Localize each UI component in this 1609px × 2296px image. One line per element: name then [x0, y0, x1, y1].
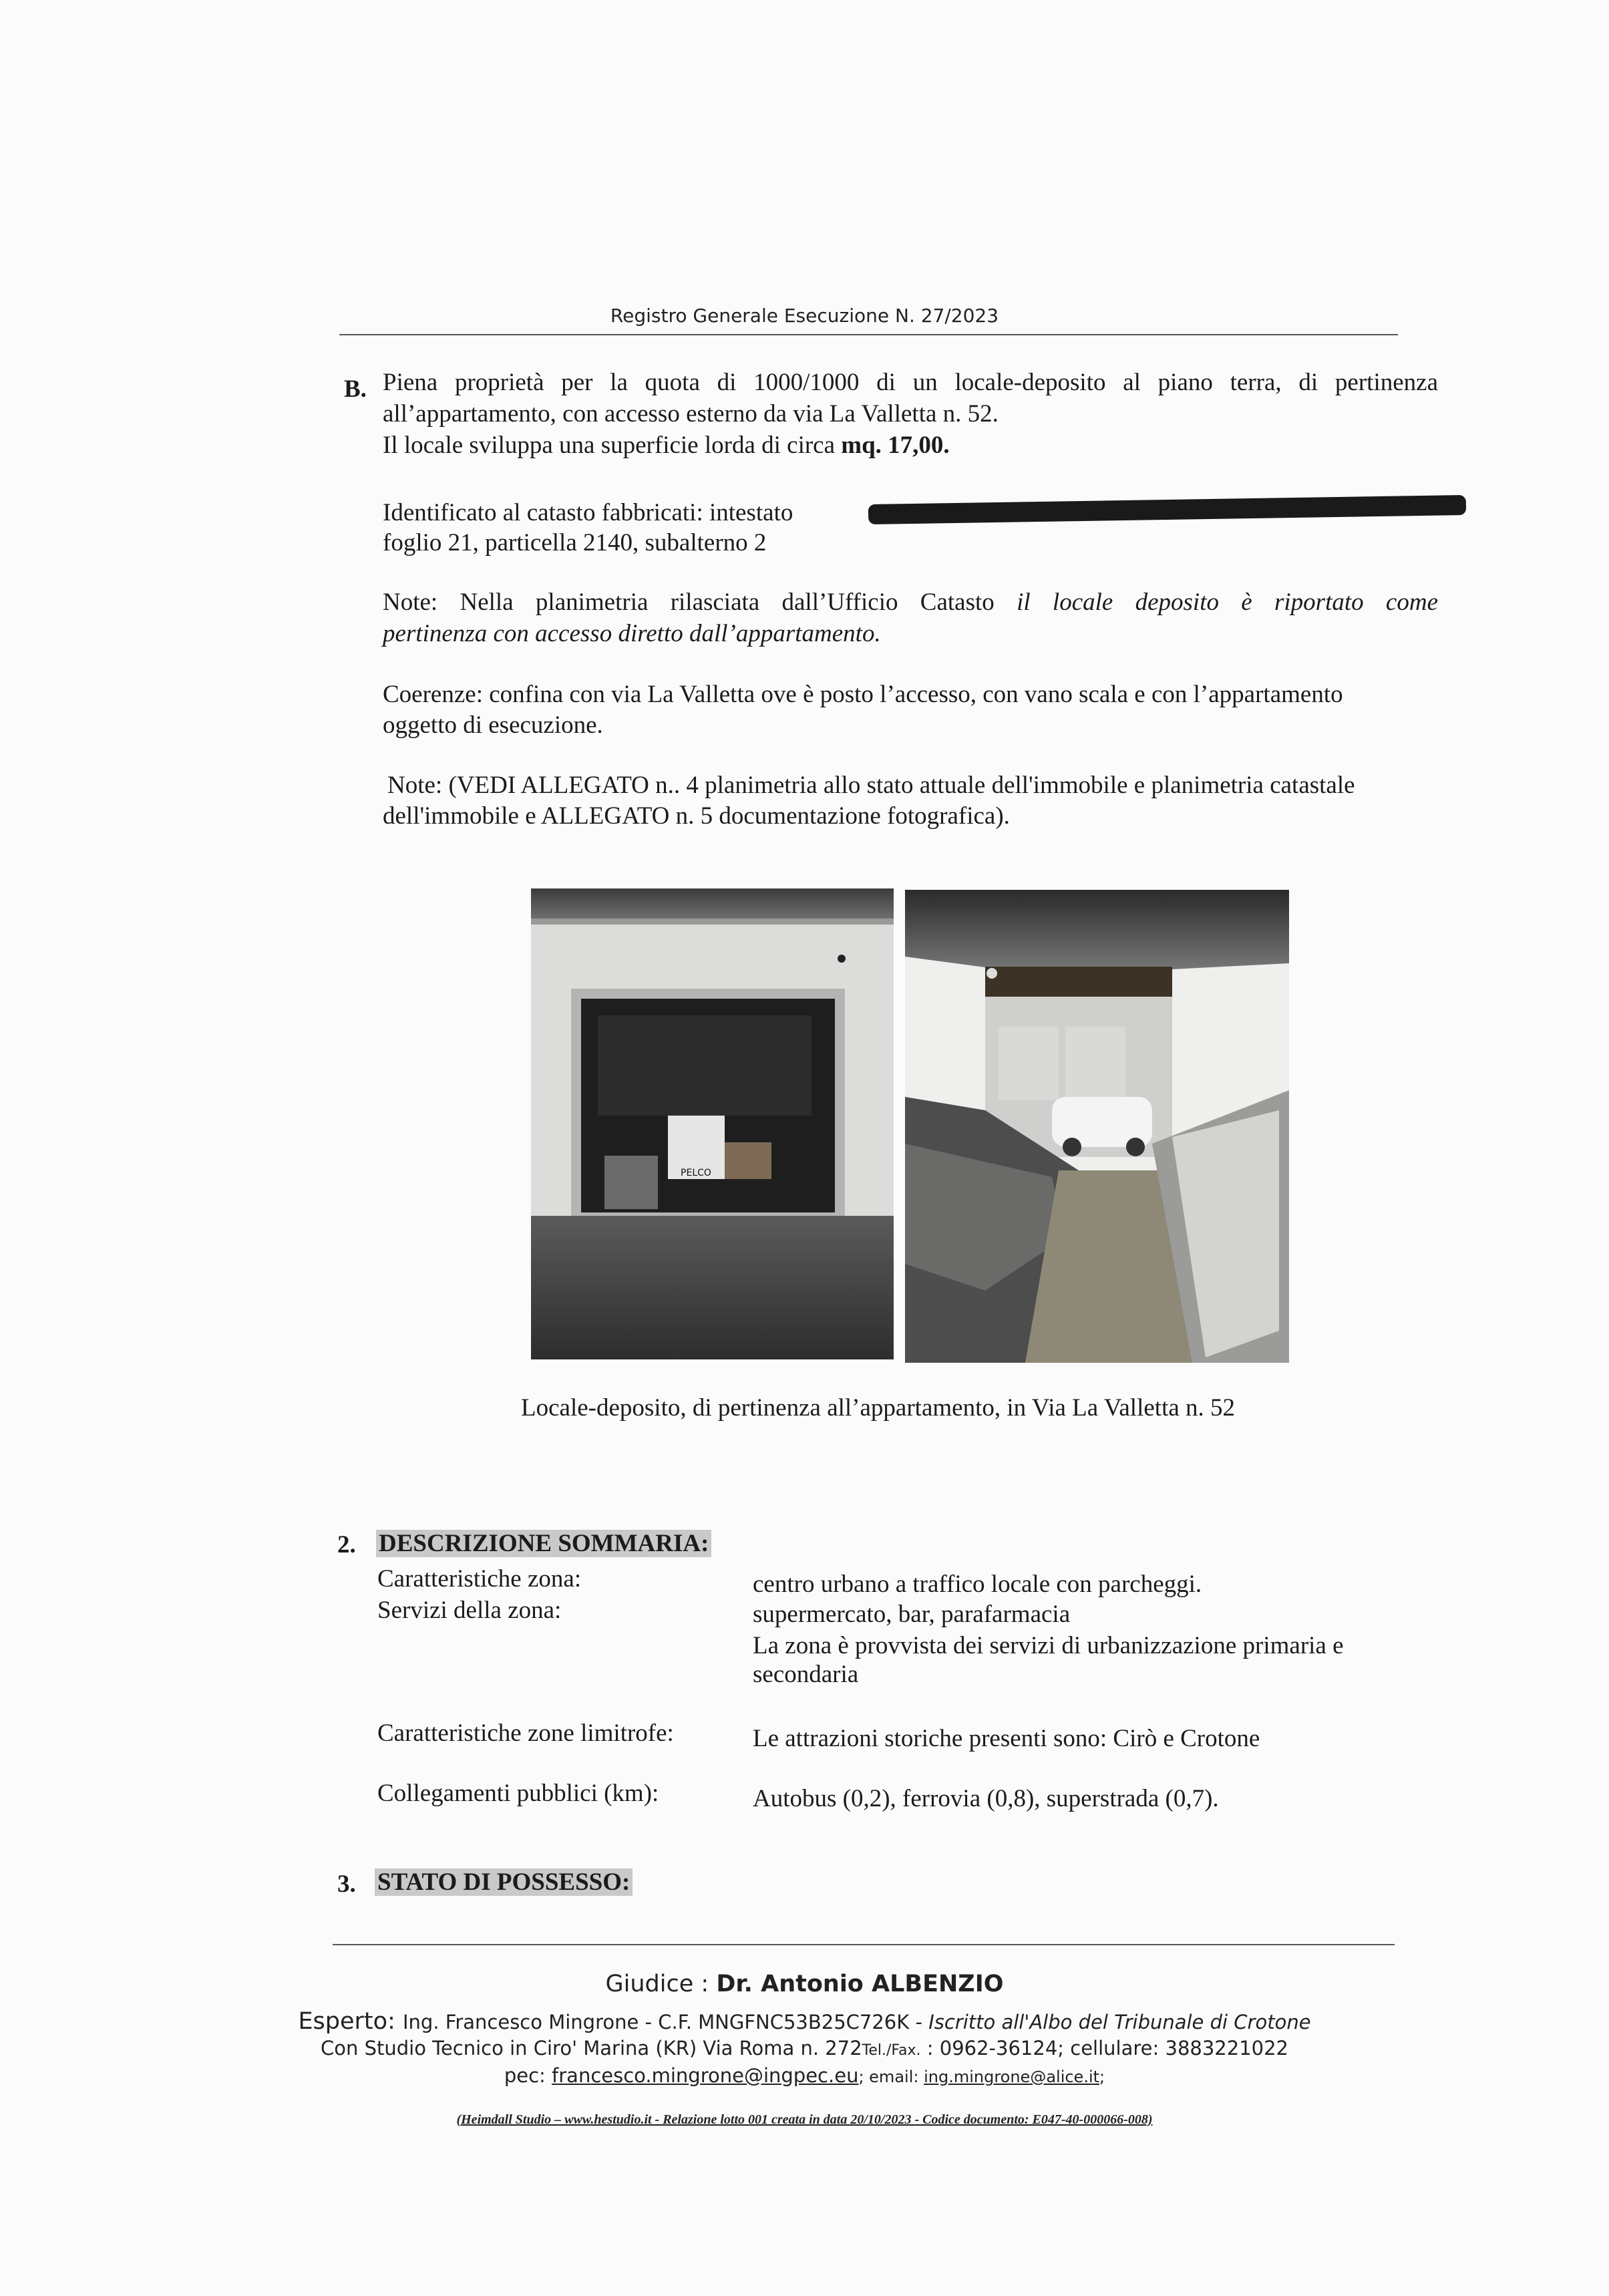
- esperto-label: Esperto:: [298, 2008, 403, 2035]
- section-letter: B.: [344, 375, 367, 403]
- footer-esperto: [0, 2008, 1609, 2035]
- row-value-collegamenti: Autobus (0,2), ferrovia (0,8), superstrada (0,7).: [753, 1785, 1219, 1812]
- coerenze-line-1: Coerenze: confina con via La Valletta ove è posto l’accesso, con vano scala e con l’appartamento: [383, 681, 1343, 708]
- catasto-line-2: foglio 21, particella 2140, subalterno 2: [383, 529, 767, 556]
- row-value-servizi-1: supermercato, bar, parafarmacia: [753, 1601, 1071, 1628]
- pec-link[interactable]: francesco.mingrone@ingpec.eu: [552, 2064, 859, 2087]
- email-end: ;: [1099, 2068, 1105, 2086]
- section-3-title: [375, 1867, 633, 1897]
- photo-storage-interior: [905, 890, 1289, 1363]
- row-value-servizi-2: La zona è provvista dei servizi di urbanizzazione primaria e: [753, 1632, 1344, 1659]
- email-link[interactable]: ing.mingrone@alice.it: [924, 2068, 1100, 2086]
- photo-exterior-image: [531, 888, 894, 1359]
- footer-rule: [333, 1944, 1395, 1945]
- giudice-label: Giudice :: [605, 1971, 717, 1997]
- section-3-number: 3.: [337, 1870, 356, 1898]
- row-label-limitrofe: Caratteristiche zone limitrofe:: [377, 1719, 674, 1747]
- redaction-bar: [868, 495, 1466, 524]
- photo-interior-image: [905, 890, 1289, 1363]
- note-1-line-1: [383, 587, 1438, 617]
- coerenze-line-2: oggetto di esecuzione.: [383, 711, 603, 739]
- studio-tel-label: Tel./Fax.: [862, 2042, 921, 2059]
- esperto-text: Ing. Francesco Mingrone - C.F. MNGFNC53B25C726K -: [402, 2011, 929, 2033]
- photo-storage-exterior: [531, 888, 894, 1359]
- footer-contacts: [0, 2064, 1609, 2087]
- surface-text: Il locale sviluppa una superficie lorda di circa: [383, 432, 842, 459]
- catasto-line-1: Identificato al catasto fabbricati: intestato: [383, 499, 793, 526]
- appliance-label: PELCO: [681, 1168, 711, 1178]
- note-2-line-2: dell'immobile e ALLEGATO n. 5 documentazione fotografica).: [383, 802, 1010, 830]
- surface-value: mq. 17,00.: [841, 432, 950, 459]
- section-2-title: [376, 1528, 711, 1559]
- studio-tel: : 0962-36124; cellulare: 3883221022: [920, 2037, 1288, 2060]
- email-label: ; email:: [858, 2068, 924, 2086]
- note-1-lead: Note: Nella planimetria rilasciata dall’Ufficio Catasto: [383, 589, 1017, 616]
- note-1-italic: il locale deposito è riportato come: [1017, 589, 1438, 616]
- section-b-line-2: all’appartamento, con accesso esterno da via La Valletta n. 52.: [383, 400, 999, 428]
- footer-giudice: [0, 1971, 1609, 1997]
- note-1-line-2: pertinenza con accesso diretto dall’appartamento.: [383, 620, 881, 647]
- row-value-zona: centro urbano a traffico locale con parcheggi.: [753, 1571, 1202, 1598]
- footer-software-line: (Heimdall Studio – www.hestudio.it - Relazione lotto 001 creata in data 20/10/2023 - Codice documento: E047-40-000066-008): [456, 2112, 1153, 2127]
- row-label-collegamenti: Collegamenti pubblici (km):: [377, 1780, 659, 1807]
- row-value-limitrofe: Le attrazioni storiche presenti sono: Cirò e Crotone: [753, 1725, 1260, 1752]
- header-rule: [339, 334, 1398, 335]
- section-b-line-1: Piena proprietà per la quota di 1000/1000 di un locale-deposito al piano terra, di pertinenza: [383, 369, 1438, 396]
- studio-address: Con Studio Tecnico in Ciro' Marina (KR) Via Roma n. 272: [320, 2037, 862, 2060]
- note-2-line-1: Note: (VEDI ALLEGATO n.. 4 planimetria allo stato attuale dell'immobile e planimetria catastale: [387, 772, 1355, 799]
- section-2-number: 2.: [337, 1531, 356, 1559]
- section-b-line-3: [383, 430, 950, 460]
- section-3-title-text: STATO DI POSSESSO:: [375, 1868, 633, 1896]
- footer-studio: [0, 2037, 1609, 2060]
- section-2-title-text: DESCRIZIONE SOMMARIA:: [376, 1530, 711, 1557]
- row-value-servizi-3: secondaria: [753, 1661, 859, 1688]
- row-label-zona: Caratteristiche zona:: [377, 1565, 582, 1593]
- giudice-name: Dr. Antonio ALBENZIO: [716, 1971, 1004, 1997]
- photo-caption: Locale-deposito, di pertinenza all’appartamento, in Via La Valletta n. 52: [521, 1394, 1236, 1422]
- esperto-albo: Iscritto all'Albo del Tribunale di Crotone: [928, 2011, 1311, 2033]
- page-header: Registro Generale Esecuzione N. 27/2023: [610, 305, 999, 327]
- pec-label: pec:: [504, 2064, 552, 2087]
- row-label-servizi: Servizi della zona:: [377, 1597, 562, 1624]
